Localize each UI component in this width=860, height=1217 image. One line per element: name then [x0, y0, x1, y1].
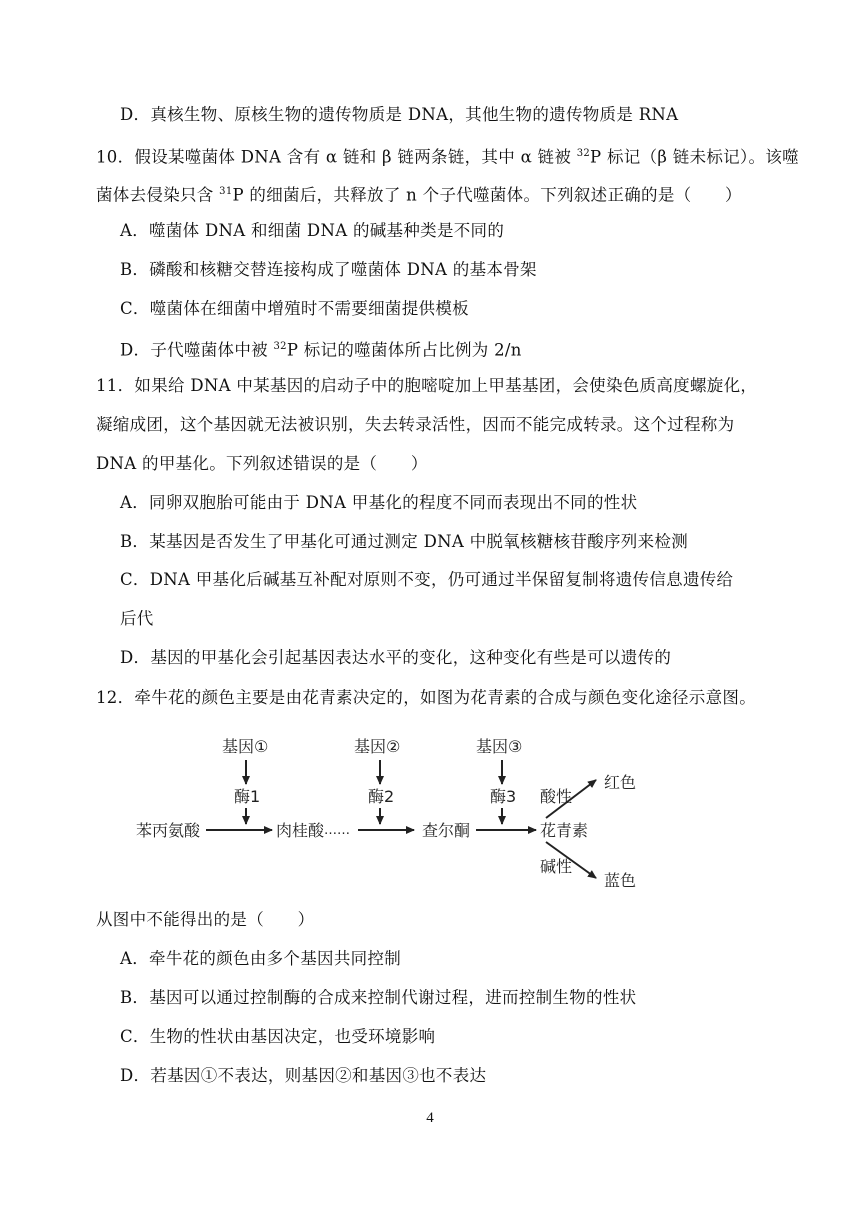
anthocyanin-pathway-diagram — [136, 730, 656, 896]
q10-stem-text: 菌体去侵染只含 — [96, 185, 220, 205]
anthocyanin-label: 花青素 — [540, 821, 589, 840]
q11-option-b: B．某基因是否发生了甲基化可通过测定 DNA 中脱氧核糖核苷酸序列来检测 — [120, 532, 688, 551]
q10-option-a: A．噬菌体 DNA 和细菌 DNA 的碱基种类是不同的 — [120, 221, 505, 240]
q11-option-a: A．同卵双胞胎可能由于 DNA 甲基化的程度不同而表现出不同的性状 — [120, 493, 638, 512]
q10-stem-text: P 的细菌后，共释放了 n 个子代噬菌体。下列叙述正确的是（ ） — [232, 185, 742, 205]
q12-option-a: A．牵牛花的颜色由多个基因共同控制 — [120, 949, 402, 968]
blue-label: 蓝色 — [604, 871, 637, 890]
q10-stem-text: 10．假设某噬菌体 DNA 含有 α 链和 β 链两条链，其中 α 链被 — [96, 147, 577, 167]
q11-stem-line2: 凝缩成团，这个基因就无法被识别，失去转录活性，因而不能完成转录。这个过程称为 — [96, 415, 735, 434]
basic-label: 碱性 — [540, 857, 573, 876]
q10-option-d-text: P 标记的噬菌体所占比例为 2/n — [286, 340, 522, 360]
red-label: 红色 — [604, 773, 637, 792]
gene-1-label: 基因① — [222, 737, 269, 756]
q10-option-c: C．噬菌体在细菌中增殖时不需要细菌提供模板 — [120, 299, 469, 318]
enzyme-3-label: 酶3 — [490, 787, 517, 806]
q10-stem-text: P 标记（β 链未标记）。该噬 — [590, 147, 799, 167]
q11-stem-line1: 11．如果给 DNA 中某基因的启动子中的胞嘧啶加上甲基基团，会使染色质高度螺旋化， — [96, 376, 758, 395]
q12-option-c: C．生物的性状由基因决定，也受环境影响 — [120, 1027, 436, 1046]
q12-option-b: B．基因可以通过控制酶的合成来控制代谢过程，进而控制生物的性状 — [120, 988, 637, 1007]
chalcone-label: 查尔酮 — [422, 821, 471, 840]
gene-2-label: 基因② — [354, 737, 401, 756]
q11-option-c-line2: 后代 — [120, 609, 154, 628]
phenylalanine-label: 苯丙氨酸 — [136, 821, 201, 840]
q12-option-d: D．若基因①不表达，则基因②和基因③也不表达 — [120, 1066, 487, 1085]
q10-option-d-text: D．子代噬菌体中被 — [120, 340, 274, 360]
enzyme-2-label: 酶2 — [368, 787, 395, 806]
gene-3-label: 基因③ — [476, 737, 523, 756]
q11-option-c-line1: C．DNA 甲基化后碱基互补配对原则不变，仍可通过半保留复制将遗传信息遗传给 — [120, 570, 734, 589]
q10-option-b: B．磷酸和核糖交替连接构成了噬菌体 DNA 的基本骨架 — [120, 260, 537, 279]
q10-stem-line2 — [96, 180, 742, 208]
q10-option-d — [120, 335, 522, 363]
q10-superscript: 32 — [576, 148, 591, 159]
q12-stem: 12．牵牛花的颜色主要是由花青素决定的，如图为花青素的合成与颜色变化途径示意图。 — [96, 688, 756, 707]
ellipsis: …… — [324, 823, 350, 838]
q10-stem-line1 — [96, 142, 799, 170]
enzyme-1-label: 酶1 — [234, 787, 261, 806]
q11-option-d: D．基因的甲基化会引起基因表达水平的变化，这种变化有些是可以遗传的 — [120, 648, 672, 667]
q12-question: 从图中不能得出的是（ ） — [96, 910, 315, 929]
q10-superscript: 31 — [219, 186, 233, 197]
cinnamic-acid-label: 肉桂酸 — [276, 821, 325, 840]
page-number: 4 — [426, 1110, 434, 1126]
q11-stem-line3: DNA 的甲基化。下列叙述错误的是（ ） — [96, 454, 428, 473]
q10-superscript: 32 — [273, 341, 287, 352]
q9-option-d: D．真核生物、原核生物的遗传物质是 DNA，其他生物的遗传物质是 RNA — [120, 105, 679, 124]
acidic-label: 酸性 — [540, 787, 573, 806]
